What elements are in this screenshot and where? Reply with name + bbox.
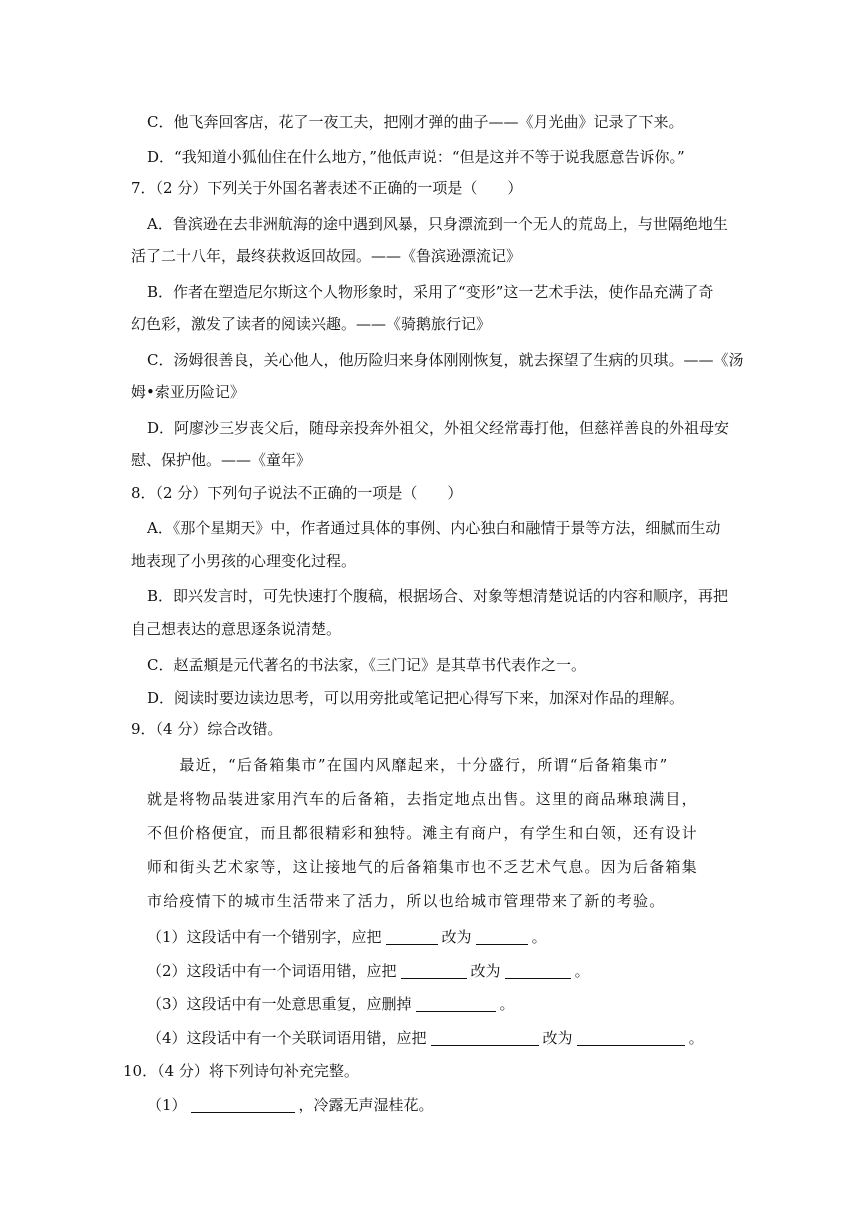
q9-passage-line: 市给疫情下的城市生活带来了活力，所以也给城市管理带来了新的考验。 bbox=[147, 892, 666, 910]
q9-passage-line: 就是将物品装进家用汽车的后备箱，去指定地点出售。这里的商品琳琅满目， bbox=[147, 790, 698, 808]
q9-sub2-text-2: 改为 bbox=[470, 962, 501, 980]
q9-sub4 bbox=[147, 1028, 704, 1048]
q9-sub3 bbox=[147, 994, 515, 1014]
q10-sub1-label: （1） bbox=[147, 1096, 187, 1114]
q9-sub2-text: （2）这段话中有一个词语用错，应把 bbox=[147, 962, 397, 980]
q9-sub4-blank-1[interactable] bbox=[431, 1029, 539, 1046]
q8-option-a-line1: A．《那个星期天》中，作者通过具体的事例、内心独白和融情于景等方法，细腻而生动 bbox=[147, 519, 721, 537]
q10-sub1 bbox=[147, 1095, 434, 1115]
q8-option-a-line2: 地表现了小男孩的心理变化过程。 bbox=[131, 552, 357, 570]
q9-sub2-blank-2[interactable] bbox=[505, 962, 571, 979]
q9-sub4-text-2: 改为 bbox=[542, 1029, 573, 1047]
q7-option-a-line2: 活了二十八年，最终获救返回故园。——《鲁滨逊漂流记》 bbox=[131, 247, 522, 265]
q9-sub1-text-2: 改为 bbox=[441, 928, 472, 946]
q9-sub4-text: （4）这段话中有一个关联词语用错，应把 bbox=[147, 1029, 427, 1047]
q9-sub1-blank-1[interactable] bbox=[386, 928, 438, 945]
q10-stem: 10．（4 分）将下列诗句补充完整。 bbox=[123, 1062, 359, 1080]
q9-sub1-blank-2[interactable] bbox=[476, 928, 528, 945]
q8-option-d: D．阅读时要边读边思考，可以用旁批或笔记把心得写下来，加深对作品的理解。 bbox=[147, 689, 685, 707]
q7-option-b-line2: 幻色彩，激发了读者的阅读兴趣。——《骑鹅旅行记》 bbox=[131, 315, 492, 333]
q8-stem: 8．（2 分）下列句子说法不正确的一项是（ ） bbox=[131, 484, 463, 502]
q9-sub2 bbox=[147, 961, 590, 981]
q9-sub3-text: （3）这段话中有一处意思重复，应删掉 bbox=[147, 995, 412, 1013]
q7-option-c-line2: 姆•索亚历险记》 bbox=[131, 383, 245, 401]
q9-passage-line: 师和街头艺术家等，这让接地气的后备箱集市也不乏艺术气息。因为后备箱集 bbox=[147, 858, 698, 876]
q6-option-d: D．“我知道小狐仙住在什么地方，”他低声说：“但是这并不等于说我愿意告诉你。” bbox=[147, 148, 685, 166]
q8-option-c: C．赵孟頫是元代著名的书法家，《三门记》是其草书代表作之一。 bbox=[147, 656, 586, 674]
q9-sub1-end: 。 bbox=[531, 928, 547, 946]
q9-passage-line: 最近，“后备箱集市”在国内风靡起来，十分盛行，所谓“后备箱集市” bbox=[147, 756, 669, 774]
q8-option-b-line1: B．即兴发言时，可先快速打个腹稿，根据场合、对象等想清楚说话的内容和顺序，再把 bbox=[147, 587, 729, 605]
q9-sub3-blank[interactable] bbox=[416, 995, 496, 1012]
q10-sub1-text: ，冷露无声湿桂花。 bbox=[298, 1096, 434, 1114]
q7-option-d-line1: D．阿廖沙三岁丧父后，随母亲投奔外祖父，外祖父经常毒打他，但慈祥善良的外祖母安 bbox=[147, 419, 730, 437]
q9-stem: 9．（4 分）综合改错。 bbox=[131, 720, 283, 738]
q6-option-c: C．他飞奔回客店，花了一夜工夫，把刚才弹的曲子——《月光曲》记录了下来。 bbox=[147, 113, 684, 131]
q7-option-c-line1: C．汤姆很善良，关心他人，他历险归来身体刚刚恢复，就去探望了生病的贝琪。——《汤 bbox=[147, 351, 744, 369]
q9-sub2-end: 。 bbox=[574, 962, 590, 980]
q9-sub1-text: （1）这段话中有一个错别字，应把 bbox=[147, 928, 382, 946]
q9-sub4-blank-2[interactable] bbox=[577, 1029, 685, 1046]
q7-stem: 7．（2 分）下列关于外国名著表述不正确的一项是（ ） bbox=[131, 179, 523, 197]
q10-sub1-blank[interactable] bbox=[191, 1096, 295, 1113]
q8-option-b-line2: 自己想表达的意思逐条说清楚。 bbox=[131, 620, 342, 638]
q9-sub1 bbox=[147, 927, 547, 947]
q7-option-b-line1: B．作者在塑造尼尔斯这个人物形象时，采用了“变形”这一艺术手法，使作品充满了奇 bbox=[147, 283, 714, 301]
q9-sub2-blank-1[interactable] bbox=[401, 962, 467, 979]
q9-sub4-end: 。 bbox=[688, 1029, 704, 1047]
q9-passage-line: 不但价格便宜，而且都很精彩和独特。滩主有商户，有学生和白领，还有设计 bbox=[147, 824, 698, 842]
q9-sub3-end: 。 bbox=[499, 995, 515, 1013]
q7-option-a-line1: A．鲁滨逊在去非洲航海的途中遇到风暴，只身漂流到一个无人的荒岛上，与世隔绝地生 bbox=[147, 215, 728, 233]
q7-option-d-line2: 慰、保护他。——《童年》 bbox=[131, 451, 312, 469]
q9-passage bbox=[147, 748, 737, 918]
